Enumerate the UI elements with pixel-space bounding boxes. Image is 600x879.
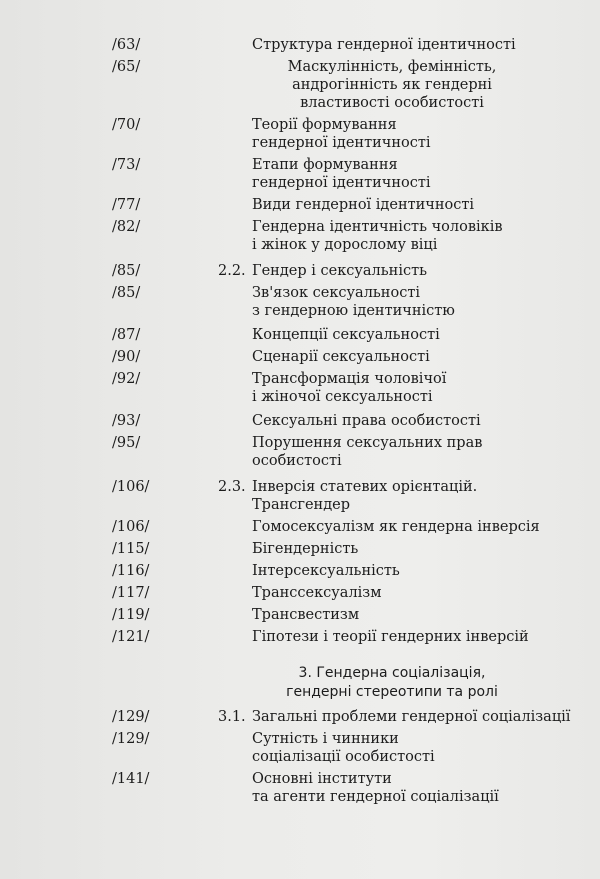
toc-entry-title-line: властивості особистості — [300, 95, 484, 111]
toc-entry-title-line: Етапи формування — [252, 157, 398, 173]
toc-page-number: /95/ — [112, 435, 141, 451]
toc-entry-title — [252, 156, 592, 192]
toc-entry-title — [252, 196, 592, 214]
toc-entry-title-line: Структура гендерної ідентичності — [252, 37, 516, 53]
toc-entry-title-line: соціалізації особистості — [252, 749, 435, 765]
toc-entry-title-line: Теорії формування — [252, 117, 397, 133]
toc-entry-title-line: та агенти гендерної соціалізації — [252, 789, 499, 805]
toc-entry-title-line: Основні інститути — [252, 771, 392, 787]
toc-page-number: /117/ — [112, 585, 150, 601]
toc-entry-title-line: Види гендерної ідентичності — [252, 197, 475, 213]
toc-entry-title-line: Трансвестизм — [252, 607, 360, 623]
toc-entry-title-line: і жінок у дорослому віці — [252, 237, 438, 253]
toc-entry-title-line: гендерної ідентичності — [252, 135, 431, 151]
toc-page-number: /119/ — [112, 607, 150, 623]
toc-entry-title — [252, 708, 592, 726]
toc-page-number: /63/ — [112, 37, 141, 53]
chapter-heading-line: гендерні стереотипи та ролі — [286, 684, 498, 700]
toc-section-number: 3.1. — [218, 709, 246, 725]
toc-page-number: /129/ — [112, 731, 150, 747]
toc-entry-title — [252, 434, 592, 470]
toc-entry-title-line: Гомосексуалізм як гендерна інверсія — [252, 519, 540, 535]
toc-entry-title-line: Транссексуалізм — [252, 585, 382, 601]
toc-entry-title-line: Трансгендер — [252, 497, 351, 513]
toc-page-number: /77/ — [112, 197, 141, 213]
toc-page-number: /90/ — [112, 349, 141, 365]
toc-section-number: 2.3. — [218, 479, 246, 495]
chapter-heading — [252, 664, 532, 702]
toc-entry-title — [252, 518, 592, 536]
toc-entry-title — [252, 116, 592, 152]
toc-page-number: /115/ — [112, 541, 150, 557]
toc-page-number: /85/ — [112, 285, 141, 301]
toc-entry-title — [252, 262, 592, 280]
toc-entry-title — [252, 628, 592, 646]
toc-entry-title — [252, 540, 592, 558]
toc-entry-title — [252, 584, 592, 602]
toc-page-number: /65/ — [112, 59, 141, 75]
toc-page-number: /141/ — [112, 771, 150, 787]
toc-page-number: /92/ — [112, 371, 141, 387]
toc-entry-title-line: Загальні проблеми гендерної соціалізації — [252, 709, 571, 725]
toc-page-number: /70/ — [112, 117, 141, 133]
toc-entry-title — [252, 730, 592, 766]
toc-page-number: /129/ — [112, 709, 150, 725]
toc-entry-title-line: андрогінність як гендерні — [292, 77, 492, 93]
toc-entry-title-line: Гендерна ідентичність чоловіків — [252, 219, 503, 235]
toc-entry-title-line: Гендер і сексуальність — [252, 263, 427, 279]
toc-page-number: /93/ — [112, 413, 141, 429]
toc-entry-title-line: і жіночої сексуальності — [252, 389, 433, 405]
toc-entry-title-line: Інверсія статевих орієнтацій. — [252, 479, 478, 495]
toc-entry-title-line: Бігендерність — [252, 541, 359, 557]
toc-page-number: /106/ — [112, 479, 150, 495]
toc-entry-title-line: з гендерною ідентичністю — [252, 303, 455, 319]
toc-entry-title — [252, 562, 592, 580]
toc-entry-title — [252, 770, 592, 806]
toc-entry-title-line: Інтерсексуальність — [252, 563, 400, 579]
toc-section-number: 2.2. — [218, 263, 246, 279]
toc-page-number: /82/ — [112, 219, 141, 235]
toc-page-number: /85/ — [112, 263, 141, 279]
toc-entry-title-line: Сексуальні права особистості — [252, 413, 481, 429]
toc-entry-title — [252, 284, 592, 320]
toc-entry-title-line: Гіпотези і теорії гендерних інверсій — [252, 629, 529, 645]
toc-page-number: /87/ — [112, 327, 141, 343]
chapter-heading-line: 3. Гендерна соціалізація, — [298, 665, 486, 681]
toc-entry-title — [252, 412, 592, 430]
toc-page-number: /116/ — [112, 563, 150, 579]
toc-entry-title — [252, 606, 592, 624]
toc-entry-title — [252, 348, 592, 366]
toc-entry-title — [252, 58, 532, 112]
toc-entry-title-line: Сценарії сексуальності — [252, 349, 430, 365]
toc-entry-title — [252, 478, 592, 514]
toc-entry-title — [252, 370, 592, 406]
toc-page-number: /73/ — [112, 157, 141, 173]
toc-entry-title-line: Зв'язок сексуальності — [252, 285, 420, 301]
toc-entry-title-line: Концепції сексуальності — [252, 327, 440, 343]
toc-entry-title-line: гендерної ідентичності — [252, 175, 431, 191]
toc-entry-title-line: Трансформація чоловічої — [252, 371, 447, 387]
toc-entry-title-line: особистості — [252, 453, 342, 469]
toc-page-number: /106/ — [112, 519, 150, 535]
toc-entry-title-line: Маскулінність, фемінність, — [287, 59, 497, 75]
toc-entry-title — [252, 36, 592, 54]
toc-page-number: /121/ — [112, 629, 150, 645]
toc-entry-title — [252, 218, 592, 254]
toc-entry-title — [252, 326, 592, 344]
toc-entry-title-line: Порушення сексуальних прав — [252, 435, 483, 451]
toc-entry-title-line: Сутність і чинники — [252, 731, 399, 747]
